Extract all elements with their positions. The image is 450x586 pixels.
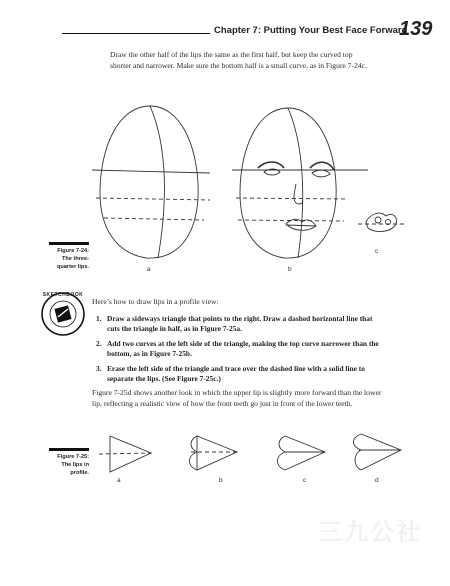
figure-7-24-label-c: c — [375, 248, 379, 255]
figure-7-25-label-d: d — [375, 477, 379, 484]
figure-7-25-label-b: b — [219, 477, 223, 484]
figure-7-24-label-b: b — [288, 266, 292, 273]
profile-c-sketch — [278, 436, 326, 470]
step-item: 1. Draw a sideways triangle that points to the right. Draw a dashed horizontal line that cuts the triangle in half, as in Figure 7-25a. — [96, 314, 373, 333]
figure-7-25-caption: Figure 7-25: The lips in profile. — [49, 448, 89, 477]
chapter-title: Chapter 7: Putting Your Best Face Forward — [214, 25, 408, 36]
step-item: 3. Erase the left side of the triangle and trace over the dashed line with a solid line to separate the lips. (See Figure 7-25c.) — [96, 364, 365, 383]
figure-7-24-illustration — [88, 98, 418, 273]
profile-d-sketch — [354, 434, 402, 470]
header-rule — [62, 33, 210, 34]
sketchbook-badge-text: SKETCHBOOK — [42, 292, 84, 298]
closing-paragraph: Figure 7-25d shows another look in which the upper lip is slightly more forward than the lower lip, reflecting a realistic view of how the front teeth go just in front of the lower teeth. — [92, 388, 382, 408]
figure-7-24-caption: Figure 7-24: The three-quarter lips. — [49, 242, 89, 271]
watermark-text: 三九公社 — [318, 519, 422, 546]
page-number: 139 — [399, 18, 433, 40]
figure-7-24-label-a: a — [147, 266, 151, 273]
profile-b-sketch — [190, 436, 238, 470]
figure-7-25-label-a: a — [117, 477, 121, 484]
profile-a-sketch — [99, 436, 153, 472]
figure-7-25-label-c: c — [303, 477, 307, 484]
head-a-sketch — [92, 106, 210, 258]
lips-c-sketch — [358, 213, 406, 231]
step-item: 2. Add two curves at the left side of the triangle, making the top curve narrower than the bottom, as in Figure 7-25b. — [96, 339, 379, 358]
steps-list — [96, 314, 386, 389]
figure-7-25-illustration — [95, 432, 415, 477]
head-b-sketch — [232, 108, 368, 258]
profile-intro: Here’s how to draw lips in a profile view: — [92, 297, 219, 306]
intro-paragraph: Draw the other half of the lips the same as the first half, but keep the curved top shorter and narrower. Make sure the bottom half is a small curve, as in Figure 7-24c. — [110, 50, 367, 70]
